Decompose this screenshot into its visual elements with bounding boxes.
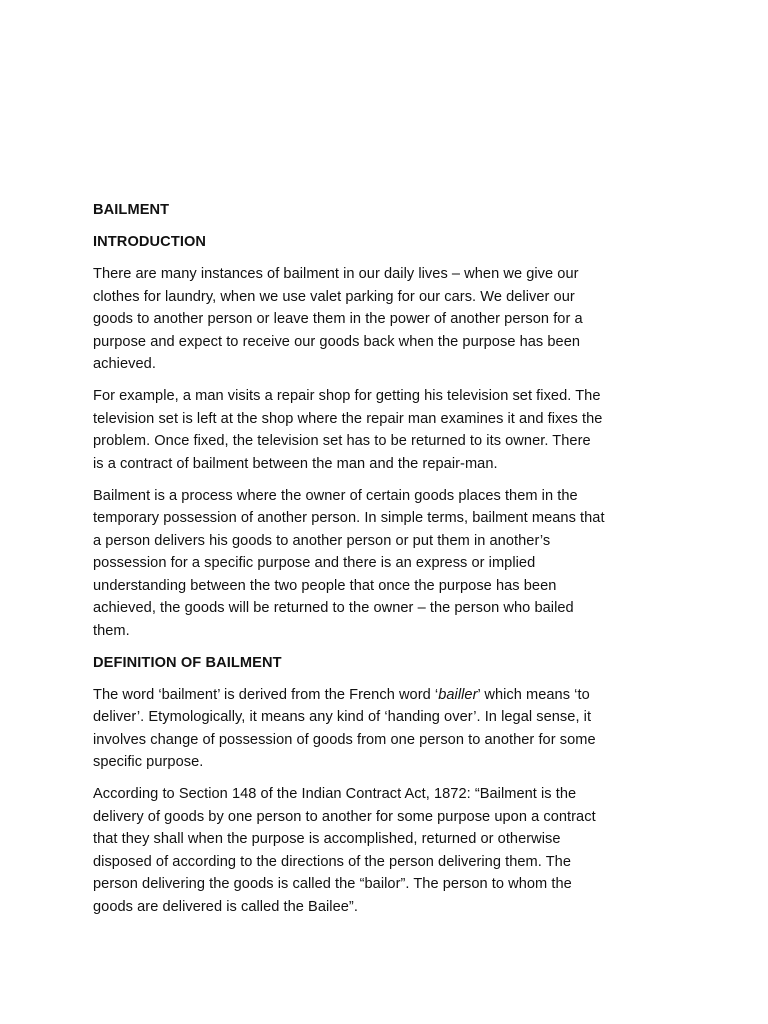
paragraph-line: achieved. bbox=[93, 356, 156, 372]
paragraph-line: purpose and expect to receive our goods back when the purpose has been bbox=[93, 333, 581, 350]
text-run: The word ‘bailment’ is derived from the French word ‘ bbox=[93, 686, 439, 703]
paragraph-line: possession for a specific purpose and there is an express or implied bbox=[93, 555, 536, 571]
paragraph-line: person delivering the goods is called the “bailor”. The person to whom the bbox=[93, 876, 572, 892]
intro-paragraph-3 bbox=[93, 485, 683, 643]
document-title: BAILMENT bbox=[93, 202, 170, 218]
paragraph-line: clothes for laundry, when we use valet parking for our cars. We deliver our bbox=[93, 288, 575, 305]
paragraph-line: delivery of goods by one person to another for some purpose upon a contract bbox=[93, 808, 596, 825]
paragraph-line bbox=[93, 684, 683, 707]
paragraph-line: There are many instances of bailment in our daily lives – when we give our bbox=[93, 266, 579, 282]
paragraph-line: Bailment is a process where the owner of certain goods places them in the bbox=[93, 487, 578, 504]
paragraph-line: understanding between the two people that once the purpose has been bbox=[93, 577, 557, 594]
paragraph-line: deliver’. Etymologically, it means any kind of ‘handing over’. In legal sense, it bbox=[93, 709, 592, 725]
paragraph-line: involves change of possession of goods from one person to another for some bbox=[93, 731, 596, 748]
section-heading-introduction: INTRODUCTION bbox=[93, 234, 207, 250]
paragraph-line: that they shall when the purpose is accomplished, returned or otherwise bbox=[93, 831, 561, 847]
paragraph-line: For example, a man visits a repair shop for getting his television set fixed. The bbox=[93, 388, 601, 404]
paragraph-line: achieved, the goods will be returned to the owner – the person who bailed bbox=[93, 600, 574, 616]
italic-term: bailler bbox=[438, 686, 478, 703]
paragraph-line: goods are delivered is called the Bailee”. bbox=[93, 898, 358, 915]
text-run: ’ which means ‘to bbox=[477, 686, 590, 703]
intro-paragraph-1 bbox=[93, 263, 683, 376]
paragraph-line: temporary possession of another person. In simple terms, bailment means that bbox=[93, 510, 605, 526]
definition-paragraph-2 bbox=[93, 783, 683, 918]
document-page bbox=[93, 199, 683, 928]
paragraph-line: problem. Once fixed, the television set has to be returned to its owner. There bbox=[93, 433, 591, 449]
paragraph-line: them. bbox=[93, 622, 130, 639]
paragraph-line: television set is left at the shop where the repair man examines it and fixes the bbox=[93, 410, 603, 427]
definition-paragraph-1 bbox=[93, 684, 683, 774]
paragraph-line: goods to another person or leave them in the power of another person for a bbox=[93, 311, 583, 327]
paragraph-line: is a contract of bailment between the man and the repair-man. bbox=[93, 455, 498, 472]
paragraph-line: specific purpose. bbox=[93, 754, 204, 770]
paragraph-line: According to Section 148 of the Indian Contract Act, 1872: “Bailment is the bbox=[93, 786, 577, 802]
paragraph-line: a person delivers his goods to another person or put them in another’s bbox=[93, 532, 551, 549]
paragraph-line: disposed of according to the directions of the person delivering them. The bbox=[93, 853, 572, 870]
section-heading-definition: DEFINITION OF BAILMENT bbox=[93, 654, 282, 671]
intro-paragraph-2 bbox=[93, 385, 683, 475]
